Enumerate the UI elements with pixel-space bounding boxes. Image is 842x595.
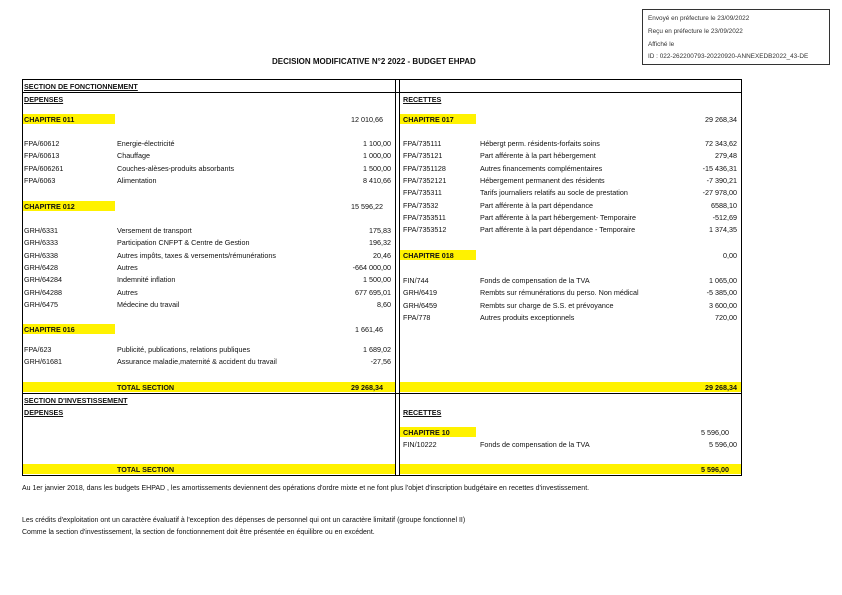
account-label: Fonds de compensation de la TVA [480,440,590,449]
account-label: Autres [117,262,138,272]
invest-depenses-label: DEPENSES [24,408,64,417]
account-amount: 3 600,00 [709,300,737,310]
account-code: FPA/778 [403,312,431,322]
account-label: Chauffage [117,151,151,161]
account-label: Hébergement permanent des résidents [480,175,605,185]
account-label: Alimentation [117,175,157,185]
account-amount: -27 978,00 [702,188,737,198]
column-divider-right [399,79,400,476]
account-amount: -15 436,31 [702,163,737,173]
chapitre-018-label: CHAPITRE 018 [403,251,454,260]
account-label: Rembts sur charge de S.S. et prévoyance [480,300,614,310]
account-code: FPA/7351128 [403,163,446,173]
account-label: Publicité, publications, relations publiques [117,345,251,354]
account-amount: -664 000,00 [352,262,391,272]
total-rule-invest [22,475,742,476]
section-fonctionnement-title: SECTION DE FONCTIONNEMENT [24,82,138,91]
account-code: FPA/7352121 [403,175,447,185]
account-amount: 1 500,00 [363,275,391,285]
chapitre-017-total: 29 268,34 [705,115,737,124]
total-section-dep-label: TOTAL SECTION [117,383,175,392]
account-code: FPA/735121 [403,151,443,161]
account-code: GRH/6333 [24,238,58,248]
account-label: Part afférente à la part hébergement [480,151,596,161]
chapitre-012-total: 15 596,22 [351,202,383,211]
account-amount: 6588,10 [711,200,737,210]
account-amount: 1 000,00 [363,151,391,161]
section-header-rule [22,92,742,93]
account-amount: 175,83 [369,226,391,235]
page-title: DECISION MODIFICATIVE N°2 2022 - BUDGET EHPAD [272,57,476,66]
account-amount: 8 410,66 [363,175,391,185]
account-code: FPA/623 [24,345,52,354]
depenses-label: DEPENSES [24,95,64,104]
account-code: FPA/735311 [403,188,442,198]
account-code: FPA/7353511 [403,212,446,222]
account-code: FPA/60612 [24,139,60,148]
account-amount: 8,60 [377,299,391,309]
prefecture-stamp [642,9,830,65]
account-amount: -27,56 [370,357,391,367]
account-amount: -512,69 [712,212,737,222]
account-label: Autres financements complémentaires [480,163,603,173]
account-amount: 1 689,02 [363,345,391,354]
chapitre-10-total: 5 596,00 [701,428,729,437]
account-label: Autres produits exceptionnels [480,312,575,322]
note-amortissements: Au 1er janvier 2018, dans les budgets EHPAD , les amortissements deviennent des opérations d'ordre mixte et ne font plus l'objet d'inscription budgétaire en recettes d'investissement. [22,485,590,492]
account-code: FPA/735111 [403,139,442,148]
account-amount: 677 695,01 [355,287,391,297]
account-code: GRH/6428 [24,262,58,272]
account-label: Autres impôts, taxes & versements/rémunérations [117,250,276,260]
account-label: Fonds de compensation de la TVA [480,276,590,285]
account-amount: -5 385,00 [706,288,737,298]
account-amount: 72 343,62 [705,139,737,148]
account-code: FPA/7353512 [403,225,447,235]
chapitre-016-label: CHAPITRE 016 [24,325,75,334]
stamp-sent: Envoyé en préfecture le 23/09/2022 [648,15,750,22]
account-label: Participation CNFPT & Centre de Gestion [117,238,250,248]
account-label: Energie-électricité [117,139,175,148]
chapitre-011-total: 12 010,66 [351,115,383,124]
chapitre-017-label: CHAPITRE 017 [403,115,454,124]
note-credits: Les crédits d'exploitation ont un caractère évaluatif à l'exception des dépenses de personnel qui ont un caractère limitatif (groupe fonctionnel II) [22,517,466,524]
account-amount: 1 100,00 [363,139,391,148]
account-label: Hébergt perm. résidents-forfaits soins [480,139,600,148]
account-label: Versement de transport [117,226,192,235]
stamp-received: Reçu en préfecture le 23/09/2022 [648,27,743,35]
account-label: Part afférente à la part dépendance [480,200,593,210]
chapitre-018-total: 0,00 [723,251,737,260]
account-amount: 196,32 [369,238,391,248]
recettes-label: RECETTES [403,95,442,104]
account-label: Indemnité inflation [117,275,176,285]
account-label: Assurance maladie,maternité & accident du travail [117,357,277,367]
total-section-invest-label: TOTAL SECTION [117,465,175,474]
account-amount: 279,48 [715,151,737,161]
chapitre-012-label: CHAPITRE 012 [24,202,75,211]
account-code: FPA/6063 [24,175,56,185]
total-section-dep-amount: 29 268,34 [351,383,383,392]
account-amount: -7 390,21 [706,175,737,185]
stamp-id: ID : 022-262200793-20220920-ANNEXEDB2022_43-DE [648,53,809,61]
note-equilibre: Comme la section d'investissement, la section de fonctionnement doit être présentée en équilibre ou en excédent. [22,529,375,536]
account-code: GRH/6331 [24,226,58,235]
account-code: GRH/6475 [24,299,58,309]
chapitre-016-total: 1 661,46 [355,325,383,334]
invest-recettes-label: RECETTES [403,408,442,417]
account-label: Tarifs journaliers relatifs au socle de prestation [480,188,628,198]
account-label: Couches-alèses-produits absorbants [117,163,235,173]
account-code: GRH/6338 [24,250,58,260]
account-label: Part afférente à la part hébergement- Temporaire [480,212,636,222]
account-label: Autres [117,287,138,297]
account-amount: 5 596,00 [709,440,737,449]
account-amount: 1 065,00 [709,276,737,285]
account-code: FPA/73532 [403,200,439,210]
account-amount: 20,46 [373,250,391,260]
account-label: Médecine du travail [117,299,180,309]
account-code: GRH/6419 [403,288,437,298]
section-investissement-title: SECTION D'INVESTISSEMENT [24,396,128,405]
highlight-total-invest-dep [23,464,395,474]
account-label: Rembts sur rémunérations du perso. Non médical [480,288,639,298]
column-divider-left [395,79,396,476]
total-rule-fonct [22,393,742,394]
total-section-rec-amount: 29 268,34 [705,383,737,392]
account-code: GRH/6459 [403,300,437,310]
account-amount: 720,00 [715,312,737,322]
stamp-posted: Affiché le [648,40,675,48]
chapitre-10-label: CHAPITRE 10 [403,428,450,437]
account-code: GRH/64288 [24,287,62,297]
account-label: Part afférente à la part dépendance - Temporaire [480,225,636,235]
account-code: FIN/744 [403,276,429,285]
chapitre-011-label: CHAPITRE 011 [24,115,75,124]
account-code: FIN/10222 [403,440,437,449]
account-code: GRH/64284 [24,275,62,285]
account-code: FPA/60613 [24,151,60,161]
account-code: FPA/606261 [24,163,64,173]
account-amount: 1 374,35 [709,225,737,235]
total-section-invest-amount: 5 596,00 [701,465,729,474]
account-amount: 1 500,00 [363,163,391,173]
account-code: GRH/61681 [24,357,62,367]
